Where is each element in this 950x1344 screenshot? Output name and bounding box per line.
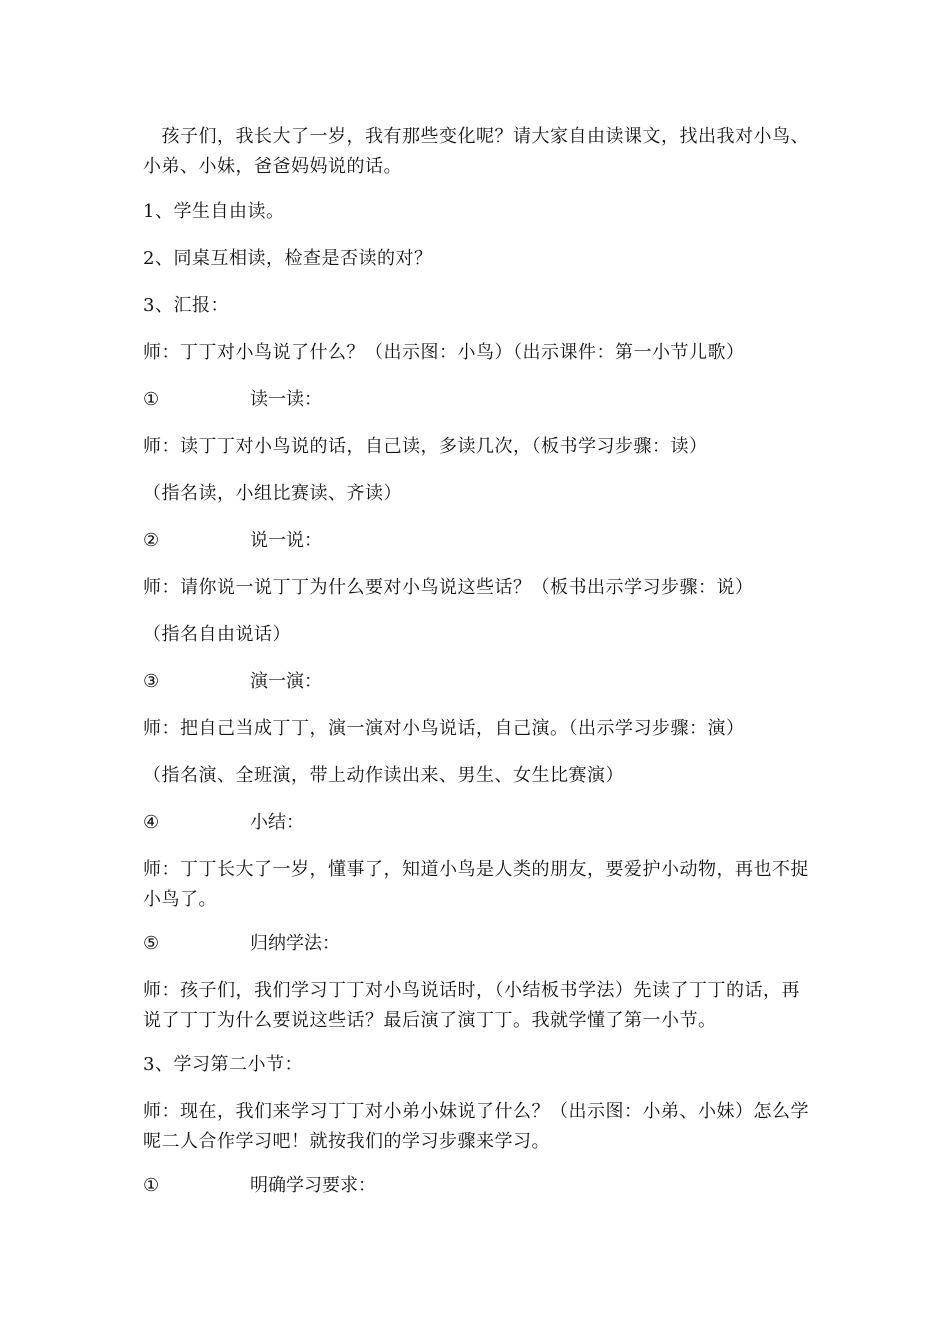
section-2-heading: 3、学习第二小节： bbox=[143, 1054, 303, 1075]
step-label: 说一说： bbox=[250, 530, 322, 551]
step-act bbox=[143, 667, 813, 697]
step-label: 演一演： bbox=[250, 671, 322, 692]
step-label: 读一读： bbox=[250, 389, 322, 410]
teacher-line-read: 师：读丁丁对小鸟说的话，自己读，多读几次，（板书学习步骤：读） bbox=[143, 436, 708, 457]
teacher-line-act: 师：把自己当成丁丁，演一演对小鸟说话，自己演。（出示学习步骤：演） bbox=[143, 718, 745, 739]
item-2-partner-reading: 2、同桌互相读，检查是否读的对？ bbox=[143, 248, 433, 269]
item-1-free-reading: 1、学生自由读。 bbox=[143, 201, 285, 222]
step-requirements bbox=[143, 1171, 813, 1201]
step-number: ① bbox=[143, 1175, 160, 1196]
teacher-line-say: 师：请你说一说丁丁为什么要对小鸟说这些话？（板书出示学习步骤：说） bbox=[143, 577, 754, 598]
teacher-line-section-2: 师：现在，我们来学习丁丁对小弟小妹说了什么？（出示图：小弟、小妹）怎么学呢二人合作学习吧！就按我们的学习步骤来学习。 bbox=[143, 1101, 809, 1152]
intro-paragraph: 孩子们，我长大了一岁，我有那些变化呢？请大家自由读课文，找出我对小鸟、小弟、小妹，爸爸妈妈说的话。 bbox=[143, 126, 809, 177]
step-number: ④ bbox=[143, 812, 160, 833]
item-3-report: 3、汇报： bbox=[143, 295, 229, 316]
step-summary bbox=[143, 808, 813, 838]
step-label: 明确学习要求： bbox=[250, 1175, 376, 1196]
step-method bbox=[143, 929, 813, 959]
step-read bbox=[143, 385, 813, 415]
step-label: 小结： bbox=[250, 812, 304, 833]
teacher-line-bird-question: 师：丁丁对小鸟说了什么？（出示图：小鸟）（出示课件：第一小节儿歌） bbox=[143, 342, 745, 363]
step-number: ⑤ bbox=[143, 933, 160, 954]
note-say: （指名自由说话） bbox=[143, 624, 291, 645]
teacher-line-summary: 师：丁丁长大了一岁，懂事了，知道小鸟是人类的朋友，要爱护小动物，再也不捉小鸟了。 bbox=[143, 859, 809, 910]
note-read: （指名读，小组比赛读、齐读） bbox=[143, 483, 402, 504]
note-act: （指名演、全班演，带上动作读出来、男生、女生比赛演） bbox=[143, 765, 624, 786]
step-number: ③ bbox=[143, 671, 160, 692]
step-say bbox=[143, 526, 813, 556]
step-number: ① bbox=[143, 389, 160, 410]
teacher-line-method: 师：孩子们，我们学习丁丁对小鸟说话时，（小结板书学法）先读了丁丁的话，再说了丁丁为什么要说这些话？最后演了演丁丁。我就学懂了第一小节。 bbox=[143, 980, 800, 1031]
step-label: 归纳学法： bbox=[250, 933, 340, 954]
step-number: ② bbox=[143, 530, 160, 551]
